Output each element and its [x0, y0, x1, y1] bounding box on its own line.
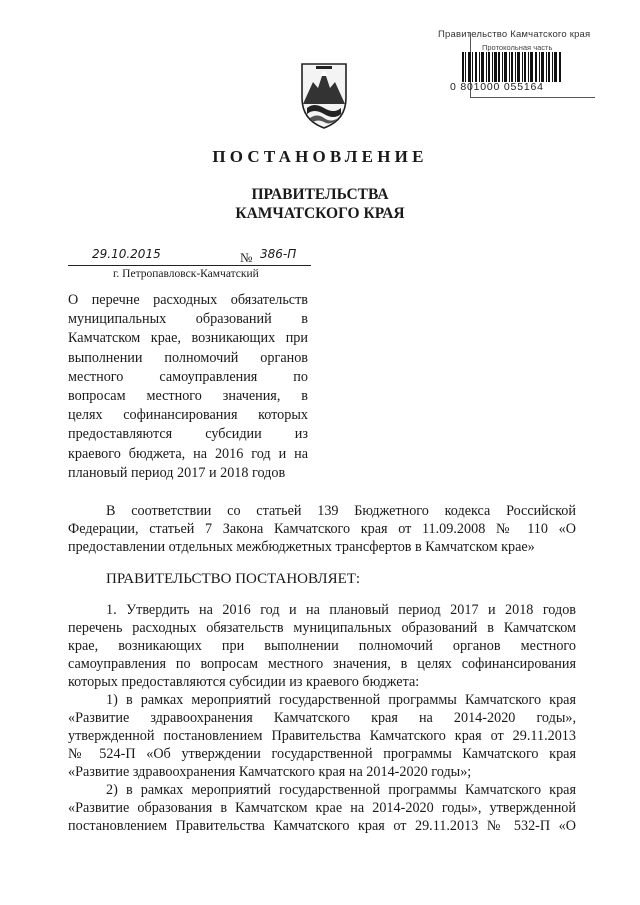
- preamble-line: В соответствии со статьей 139 Бюджетного кодекса Российской: [106, 503, 576, 519]
- body-line: которых предоставляются субсидии из краевого бюджета:: [68, 674, 420, 690]
- subject-line: целях софинансирования которых: [68, 407, 308, 424]
- document-subject: [68, 291, 308, 483]
- subject-line: Камчатском крае, возникающих при: [68, 330, 308, 347]
- body-line: 1) в рамках мероприятий государственной программы Камчатского края: [106, 692, 576, 708]
- subject-line: О перечне расходных обязательств: [68, 292, 308, 308]
- body-line: «Развитие здравоохранения Камчатского края на 2014-2020 годы»,: [68, 710, 576, 726]
- subject-line: плановый период 2017 и 2018 годов: [68, 464, 286, 481]
- subject-line: местного самоуправления по: [68, 368, 308, 385]
- document-date: 29.10.2015: [92, 247, 161, 261]
- barcode-icon: [462, 52, 562, 82]
- subject-line: вопросам местного значения, в: [68, 388, 308, 405]
- body-line: постановлением Правительства Камчатского края от 29.11.2013 № 532-П «О: [68, 818, 576, 834]
- preamble-line: Федерации, статьей 7 Закона Камчатского края от 11.09.2008 № 110 «О: [68, 521, 576, 537]
- body-line: 1. Утвердить на 2016 год и на плановый период 2017 и 2018 годов: [106, 602, 576, 618]
- subject-line: краевого бюджета, на 2016 год и на: [68, 445, 308, 462]
- body-line: перечень расходных обязательств муниципальных образований в Камчатском: [68, 620, 576, 636]
- number-sign: №: [240, 250, 253, 265]
- body-line: самоуправления по вопросам местного значения, в целях софинансирования: [68, 656, 576, 672]
- subject-line: предоставляются субсидии из: [68, 426, 308, 443]
- document-city: г. Петропавловск-Камчатский: [113, 268, 259, 280]
- body-line: «Развитие образования в Камчатском крае на 2014-2020 годы», утвержденной: [68, 800, 576, 816]
- document-authority-line2: КАМЧАТСКОГО КРАЯ: [235, 205, 405, 222]
- coat-of-arms-icon: [298, 58, 350, 130]
- document-number: 386-П: [260, 247, 297, 261]
- subject-line: выполнении полномочий органов: [68, 349, 308, 366]
- resolution-body: [68, 601, 576, 835]
- resolves-heading: ПРАВИТЕЛЬСТВО ПОСТАНОВЛЯЕТ:: [106, 571, 361, 587]
- document-authority-line1: ПРАВИТЕЛЬСТВА: [251, 186, 389, 203]
- stamp-section: Протокольная часть: [482, 43, 553, 52]
- preamble-paragraph: [68, 502, 576, 556]
- body-line: «Развитие здравоохранения Камчатского края на 2014-2020 годы»;: [68, 764, 472, 780]
- body-line: № 524-П «Об утверждении государственной программы Камчатского края: [68, 746, 576, 762]
- body-line: крае, возникающих при выполнении полномочий органов местного: [68, 638, 576, 654]
- body-line: 2) в рамках мероприятий государственной программы Камчатского края: [106, 782, 576, 798]
- stamp-organization: Правительство Камчатского края: [438, 29, 591, 40]
- preamble-line: предоставлении отдельных межбюджетных трансфертов в Камчатском крае»: [68, 539, 535, 555]
- subject-line: муниципальных образований в: [68, 311, 308, 328]
- barcode-number: 0 801000 055164: [450, 81, 544, 93]
- document-title: ПОСТАНОВЛЕНИЕ: [212, 147, 428, 166]
- body-line: утвержденной постановлением Правительства Камчатского края от 29.11.2013: [68, 728, 576, 744]
